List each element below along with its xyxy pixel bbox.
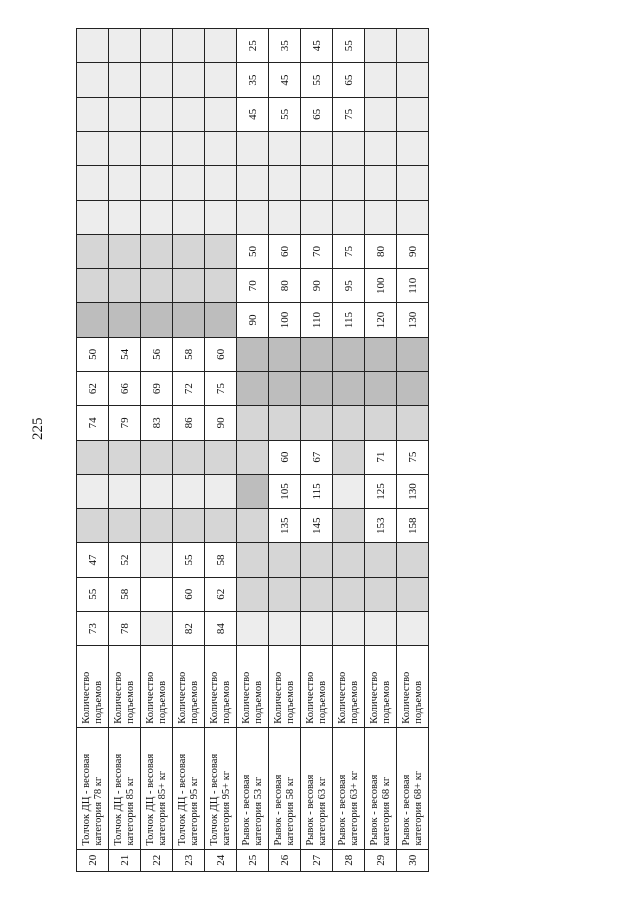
table-cell: [173, 509, 205, 543]
table-row: [205, 29, 237, 872]
table-cell: 83: [141, 406, 173, 440]
table-cell: [237, 200, 269, 234]
table-cell: [237, 474, 269, 508]
table-cell: [205, 63, 237, 97]
table-row: [365, 29, 397, 872]
table-cell: 75: [397, 440, 429, 474]
table-cell: [269, 200, 301, 234]
table-cell: [141, 97, 173, 131]
table-cell: [205, 509, 237, 543]
table-cell: 69: [141, 371, 173, 405]
table-cell: [365, 29, 397, 63]
table-cell: [397, 611, 429, 645]
row-number: 29: [365, 849, 397, 871]
metric-label: Количество подъемов: [301, 646, 333, 728]
table-cell: [141, 611, 173, 645]
table-cell: 86: [173, 406, 205, 440]
metric-label: Количество подъемов: [109, 646, 141, 728]
table-cell: 56: [141, 337, 173, 371]
table-cell: [269, 131, 301, 165]
table-cell: 58: [205, 543, 237, 577]
table-cell: [397, 29, 429, 63]
table-cell: [109, 29, 141, 63]
table-cell: 84: [205, 611, 237, 645]
table-cell: 115: [301, 474, 333, 508]
table-cell: [397, 406, 429, 440]
table-row: [109, 29, 141, 872]
table-cell: 35: [237, 63, 269, 97]
table-cell: [365, 371, 397, 405]
table-cell: [237, 131, 269, 165]
row-number: 26: [269, 849, 301, 871]
table-body: [77, 29, 429, 872]
table-cell: 55: [77, 577, 109, 611]
table-cell: 55: [269, 97, 301, 131]
table-cell: [397, 63, 429, 97]
table-cell: 55: [173, 543, 205, 577]
table-cell: [237, 406, 269, 440]
table-cell: [397, 131, 429, 165]
table-cell: [141, 269, 173, 303]
table-cell: 70: [237, 269, 269, 303]
table-cell: [77, 234, 109, 268]
table-cell: [301, 200, 333, 234]
table-cell: 90: [205, 406, 237, 440]
table-cell: [365, 97, 397, 131]
exercise-name: Рывок - весовая категория 68 кг: [365, 727, 397, 849]
table-cell: 78: [109, 611, 141, 645]
table-cell: 50: [77, 337, 109, 371]
table-cell: [205, 269, 237, 303]
row-number: 20: [77, 849, 109, 871]
table-cell: 54: [109, 337, 141, 371]
metric-label: Количество подъемов: [141, 646, 173, 728]
exercise-name: Толчок ДЦ - весовая категория 85+ кг: [141, 727, 173, 849]
table-cell: [109, 166, 141, 200]
table-cell: [109, 63, 141, 97]
metric-label: Количество подъемов: [77, 646, 109, 728]
table-cell: [141, 200, 173, 234]
table-cell: [173, 166, 205, 200]
table-cell: [173, 234, 205, 268]
row-number: 21: [109, 849, 141, 871]
table-cell: 82: [173, 611, 205, 645]
table-cell: [333, 131, 365, 165]
table-cell: 145: [301, 509, 333, 543]
table-cell: [141, 440, 173, 474]
table-cell: [141, 131, 173, 165]
table-cell: [237, 337, 269, 371]
row-number: 22: [141, 849, 173, 871]
table-cell: [205, 131, 237, 165]
metric-label: Количество подъемов: [269, 646, 301, 728]
table-cell: 100: [269, 303, 301, 337]
table-cell: 120: [365, 303, 397, 337]
table-cell: [333, 371, 365, 405]
table-cell: [109, 440, 141, 474]
table-cell: 67: [301, 440, 333, 474]
table-cell: [77, 509, 109, 543]
table-cell: [205, 474, 237, 508]
table-cell: [237, 166, 269, 200]
table-cell: 95: [333, 269, 365, 303]
standards-table: [76, 28, 429, 872]
table-cell: [269, 337, 301, 371]
table-cell: [301, 406, 333, 440]
table-cell: 75: [333, 97, 365, 131]
table-cell: 62: [77, 371, 109, 405]
row-number: 23: [173, 849, 205, 871]
table-cell: 105: [269, 474, 301, 508]
table-cell: [269, 371, 301, 405]
table-cell: [237, 577, 269, 611]
table-cell: [237, 611, 269, 645]
table-cell: 115: [333, 303, 365, 337]
table-cell: 55: [333, 29, 365, 63]
table-cell: [365, 611, 397, 645]
table-cell: [333, 166, 365, 200]
table-cell: 47: [77, 543, 109, 577]
table-cell: 75: [205, 371, 237, 405]
table-cell: 58: [173, 337, 205, 371]
table-cell: [301, 543, 333, 577]
table-cell: 62: [205, 577, 237, 611]
table-cell: [109, 474, 141, 508]
table-cell: [173, 474, 205, 508]
table-cell: [109, 234, 141, 268]
table-cell: 153: [365, 509, 397, 543]
table-cell: [301, 371, 333, 405]
table-cell: [77, 131, 109, 165]
table-cell: 79: [109, 406, 141, 440]
table-cell: [205, 234, 237, 268]
table-cell: [333, 200, 365, 234]
table-cell: 45: [237, 97, 269, 131]
exercise-name: Толчок ДЦ - весовая категория 95 кг: [173, 727, 205, 849]
table-cell: 90: [237, 303, 269, 337]
table-cell: [365, 337, 397, 371]
metric-label: Количество подъемов: [365, 646, 397, 728]
table-cell: [397, 97, 429, 131]
table-cell: [333, 543, 365, 577]
table-cell: [237, 543, 269, 577]
table-cell: [269, 611, 301, 645]
table-cell: [205, 200, 237, 234]
table-row: [77, 29, 109, 872]
table-cell: 71: [365, 440, 397, 474]
table-cell: 158: [397, 509, 429, 543]
table-cell: [237, 371, 269, 405]
table-cell: 75: [333, 234, 365, 268]
table-cell: 73: [77, 611, 109, 645]
table-cell: [173, 303, 205, 337]
table-cell: [269, 406, 301, 440]
exercise-name: Рывок - весовая категория 63+ кг: [333, 727, 365, 849]
table-cell: [109, 509, 141, 543]
table-cell: 110: [301, 303, 333, 337]
table-cell: [141, 63, 173, 97]
table-cell: [77, 474, 109, 508]
table-cell: [77, 440, 109, 474]
exercise-name: Рывок - весовая категория 53 кг: [237, 727, 269, 849]
table-cell: [333, 474, 365, 508]
table-cell: [301, 577, 333, 611]
table-cell: 60: [269, 234, 301, 268]
exercise-name: Толчок ДЦ - весовая категория 95+ кг: [205, 727, 237, 849]
table-cell: [365, 543, 397, 577]
table-cell: [397, 371, 429, 405]
table-cell: [397, 166, 429, 200]
table-cell: [141, 29, 173, 63]
table-cell: 60: [269, 440, 301, 474]
table-cell: 90: [397, 234, 429, 268]
metric-label: Количество подъемов: [397, 646, 429, 728]
metric-label: Количество подъемов: [173, 646, 205, 728]
exercise-name: Рывок - весовая категория 58 кг: [269, 727, 301, 849]
row-number: 24: [205, 849, 237, 871]
table-cell: [141, 234, 173, 268]
table-cell: [173, 97, 205, 131]
exercise-name: Толчок ДЦ - весовая категория 78 кг: [77, 727, 109, 849]
table-cell: [397, 543, 429, 577]
table-cell: [173, 269, 205, 303]
table-cell: [77, 200, 109, 234]
table-cell: 65: [333, 63, 365, 97]
table-cell: [301, 131, 333, 165]
table-cell: [269, 577, 301, 611]
table-cell: 60: [205, 337, 237, 371]
table-cell: 65: [301, 97, 333, 131]
row-number: 28: [333, 849, 365, 871]
table-cell: [365, 577, 397, 611]
table-cell: [269, 543, 301, 577]
table-cell: [141, 509, 173, 543]
table-cell: [333, 337, 365, 371]
page-number: 225: [30, 417, 46, 440]
table-cell: [365, 131, 397, 165]
table-cell: 72: [173, 371, 205, 405]
table-cell: [141, 303, 173, 337]
table-cell: 52: [109, 543, 141, 577]
table-cell: 135: [269, 509, 301, 543]
table-cell: 80: [269, 269, 301, 303]
table-cell: [333, 509, 365, 543]
table-cell: 130: [397, 474, 429, 508]
exercise-name: Толчок ДЦ - весовая категория 85 кг: [109, 727, 141, 849]
table-cell: [173, 29, 205, 63]
table-cell: 35: [269, 29, 301, 63]
table-cell: [397, 200, 429, 234]
table-cell: [301, 166, 333, 200]
table-cell: [77, 29, 109, 63]
table-cell: [333, 440, 365, 474]
table-row: [173, 29, 205, 872]
table-cell: 130: [397, 303, 429, 337]
table-cell: 125: [365, 474, 397, 508]
table-cell: 66: [109, 371, 141, 405]
table-cell: 55: [301, 63, 333, 97]
table-cell: [333, 577, 365, 611]
table-cell: [109, 200, 141, 234]
table-row: [397, 29, 429, 872]
table-cell: [365, 63, 397, 97]
table-cell: [205, 166, 237, 200]
metric-label: Количество подъемов: [205, 646, 237, 728]
table-cell: [77, 269, 109, 303]
table-row: [141, 29, 173, 872]
table-cell: [333, 406, 365, 440]
table-cell: [365, 166, 397, 200]
table-cell: 50: [237, 234, 269, 268]
metric-label: Количество подъемов: [237, 646, 269, 728]
table-cell: [173, 63, 205, 97]
table-cell: 45: [301, 29, 333, 63]
table-row: [301, 29, 333, 872]
table-cell: [397, 337, 429, 371]
table-cell: 74: [77, 406, 109, 440]
rotated-table-wrapper: [76, 28, 436, 872]
exercise-name: Рывок - весовая категория 63 кг: [301, 727, 333, 849]
table-cell: [205, 440, 237, 474]
table-cell: [237, 509, 269, 543]
table-cell: [205, 97, 237, 131]
table-cell: [77, 97, 109, 131]
table-cell: [205, 303, 237, 337]
table-cell: [173, 200, 205, 234]
exercise-name: Рывок - весовая категория 68+ кг: [397, 727, 429, 849]
table-cell: [397, 577, 429, 611]
table-cell: [109, 97, 141, 131]
table-cell: [173, 131, 205, 165]
row-number: 30: [397, 849, 429, 871]
table-cell: [301, 337, 333, 371]
table-cell: [269, 166, 301, 200]
table-cell: [77, 303, 109, 337]
table-cell: [109, 303, 141, 337]
table-cell: [109, 131, 141, 165]
table-cell: [141, 543, 173, 577]
table-cell: 110: [397, 269, 429, 303]
row-number: 25: [237, 849, 269, 871]
table-cell: [301, 611, 333, 645]
table-cell: [141, 166, 173, 200]
table-cell: [77, 166, 109, 200]
table-cell: [333, 611, 365, 645]
table-cell: 45: [269, 63, 301, 97]
table-cell: 60: [173, 577, 205, 611]
table-row: [269, 29, 301, 872]
table-cell: 80: [365, 234, 397, 268]
table-row: [237, 29, 269, 872]
table-cell: 58: [109, 577, 141, 611]
row-number: 27: [301, 849, 333, 871]
table-cell: [173, 440, 205, 474]
table-cell: [365, 200, 397, 234]
table-cell: [77, 63, 109, 97]
table-cell: 90: [301, 269, 333, 303]
metric-label: Количество подъемов: [333, 646, 365, 728]
table-row: [333, 29, 365, 872]
table-cell: [141, 577, 173, 611]
table-cell: [141, 474, 173, 508]
table-cell: 25: [237, 29, 269, 63]
table-cell: [365, 406, 397, 440]
table-cell: 100: [365, 269, 397, 303]
table-cell: [109, 269, 141, 303]
table-cell: 70: [301, 234, 333, 268]
table-cell: [205, 29, 237, 63]
table-cell: [237, 440, 269, 474]
